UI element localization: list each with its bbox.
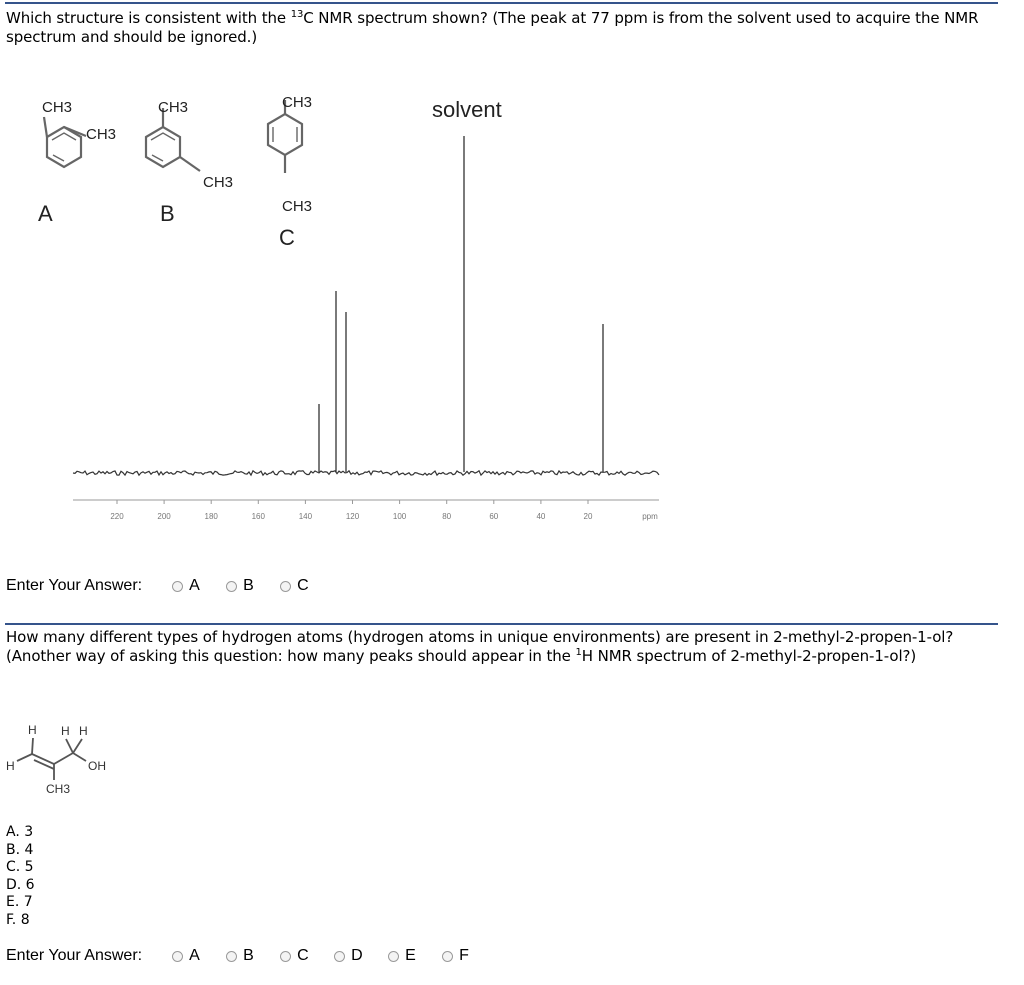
question-1-text: Which structure is consistent with the $^{13}$C NMR spectrum shown? (The peak at 77 ppm is from the solvent used to acquire the NMR spectrum and should be ignored.): [6, 9, 979, 46]
q1-radio-b[interactable]: [226, 581, 237, 592]
structure-a-ch3-top: CH3: [42, 99, 73, 116]
axis-unit-label: ppm: [642, 512, 658, 521]
q2-radio-d[interactable]: [334, 951, 345, 962]
structure-c-ch3-top: CH3: [282, 94, 313, 111]
question-2-choices: [6, 824, 35, 929]
choice-a: A. 3: [6, 824, 34, 840]
q2-option-e[interactable]: E: [388, 947, 442, 965]
axis-tick-label: 80: [442, 512, 452, 521]
axis-tick-label: 160: [251, 512, 265, 521]
axis-tick-label: 120: [345, 512, 360, 521]
choice-e: E. 7: [6, 894, 33, 910]
molecule-figure: [0, 720, 130, 800]
structure-c-ch3-sub: CH3: [282, 198, 313, 215]
q2-radio-f[interactable]: [442, 951, 453, 962]
molecule-oh: OH: [88, 759, 106, 773]
q2-option-a[interactable]: A: [172, 947, 226, 965]
structure-b-label: B: [160, 201, 175, 226]
q2-option-d[interactable]: D: [334, 947, 388, 965]
structure-b-ch3-sub: CH3: [203, 174, 234, 191]
molecule-h-top-left: H: [28, 723, 37, 737]
q1-option-a[interactable]: A: [172, 577, 226, 595]
q1-option-b[interactable]: B: [226, 577, 280, 595]
structure-a-label: A: [38, 201, 53, 226]
answer-label: Enter Your Answer:: [6, 947, 143, 964]
axis-tick-label: 220: [110, 512, 124, 521]
axis-tick-label: 200: [157, 512, 171, 521]
question-2-text: How many different types of hydrogen atoms (hydrogen atoms in unique environments) are present in 2-methyl-2-propen-1-ol? (Another way of asking this question: how many peaks should appear in the $^1$H NMR spectrum of 2-methyl-2-propen-1-ol?): [6, 628, 954, 665]
axis-tick-label: 20: [583, 512, 593, 521]
axis-tick-label: 40: [536, 512, 546, 521]
spectrum-baseline: [73, 471, 659, 475]
structure-b-ch3-top: CH3: [158, 99, 189, 116]
axis-tick-label: 180: [204, 512, 218, 521]
question-2-answer-row: [6, 945, 496, 967]
question-1-answer-row: [6, 575, 334, 597]
choice-d: D. 6: [6, 876, 35, 893]
molecule-ch3: CH3: [46, 782, 71, 796]
q2-radio-b[interactable]: [226, 951, 237, 962]
top-divider: [5, 2, 998, 4]
q2-radio-e[interactable]: [388, 951, 399, 962]
q2-option-b[interactable]: B: [226, 947, 280, 965]
answer-label: Enter Your Answer:: [6, 577, 143, 594]
q2-radio-c[interactable]: [280, 951, 291, 962]
choice-b: B. 4: [6, 841, 34, 858]
axis-tick-label: 100: [392, 512, 407, 521]
choice-f: F. 8: [6, 911, 30, 928]
structure-a-ch3-sub: CH3: [86, 126, 117, 143]
q1-option-c[interactable]: C: [280, 577, 334, 595]
axis-tick-label: 140: [298, 512, 313, 521]
question-divider: [5, 623, 998, 625]
q2-radio-a[interactable]: [172, 951, 183, 962]
q1-radio-a[interactable]: [172, 581, 183, 592]
q2-option-f[interactable]: F: [442, 947, 496, 965]
choice-c: C. 5: [6, 859, 34, 875]
molecule-h-top-right: H: [79, 724, 88, 738]
nmr-spectrum: [60, 88, 680, 528]
molecule-h-top-mid: H: [61, 724, 70, 738]
q2-option-c[interactable]: C: [280, 947, 334, 965]
solvent-label: solvent: [432, 97, 502, 122]
structure-c-label: C: [279, 225, 295, 248]
molecule-h-left: H: [6, 759, 15, 773]
axis-tick-label: 60: [489, 512, 499, 521]
q1-radio-c[interactable]: [280, 581, 291, 592]
